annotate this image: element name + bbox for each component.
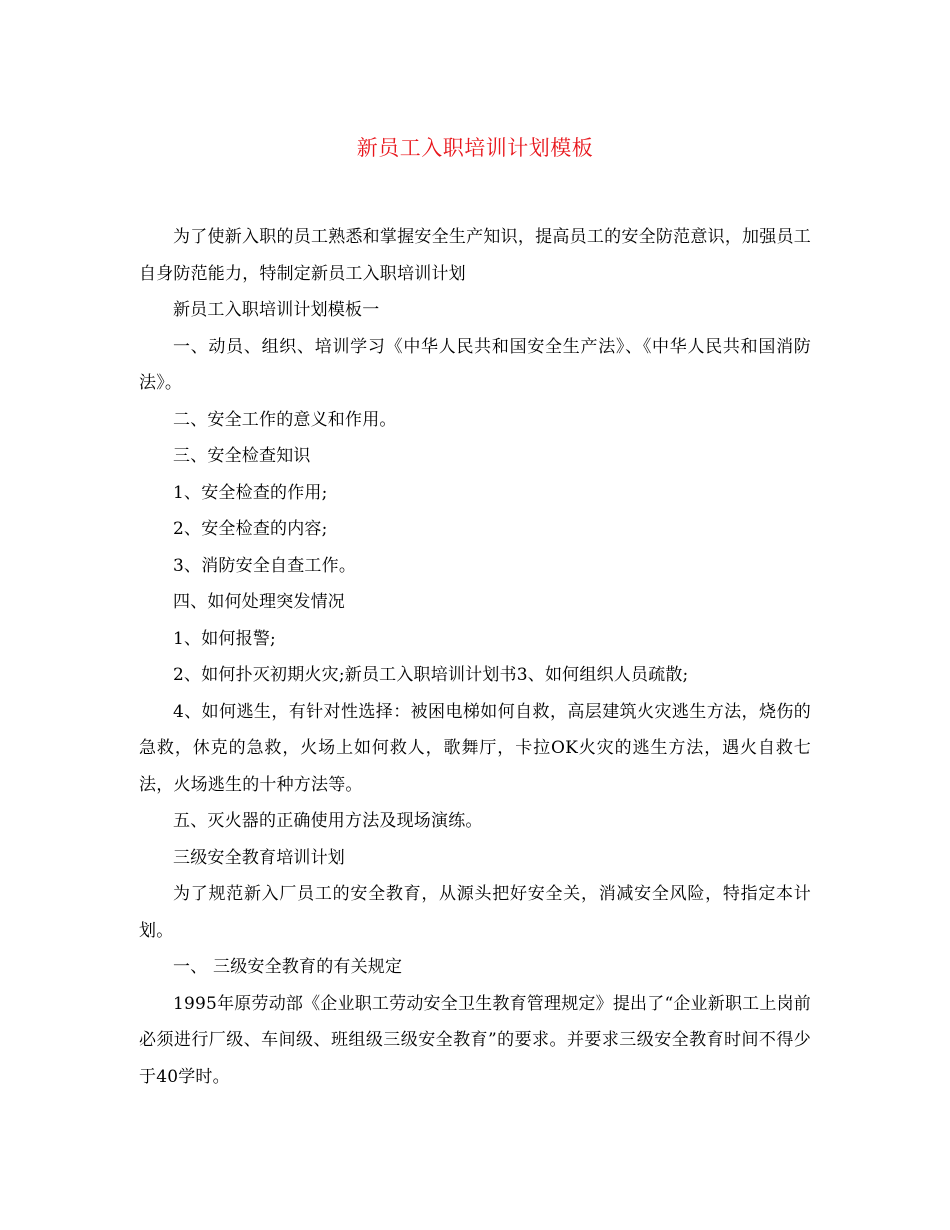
paragraph-item-4-2: 2、如何扑灭初期火灾;新员工入职培训计划书3、如何组织人员疏散;: [173, 665, 689, 685]
paragraph-section-3: 三、安全检查知识: [173, 446, 311, 466]
paragraph-template-heading: 新员工入职培训计划模板一: [173, 300, 380, 320]
paragraph-section-4: 四、如何处理突发情况: [173, 592, 345, 612]
paragraph-three-level-section-1: 一、 三级安全教育的有关规定: [173, 957, 403, 977]
paragraph-three-level-heading: 三级安全教育培训计划: [173, 847, 345, 868]
paragraph-regulation: 1995年原劳动部《企业职工劳动安全卫生教育管理规定》提出了“企业新职工上岗前必须进行厂级、车间级、班组级三级安全教育”的要求。并要求三级安全教育时间不得少于40学时。: [139, 993, 811, 1087]
document-title: 新员工入职培训计划模板: [356, 136, 594, 160]
paragraph-section-2: 二、安全工作的意义和作用。: [173, 409, 397, 430]
paragraph-item-3-1: 1、安全检查的作用;: [173, 482, 328, 503]
paragraph-three-level-intro: 为了规范新入厂员工的安全教育，从源头把好安全关，消减安全风险，特指定本计划。: [139, 884, 811, 941]
paragraph-item-4-4: 4、如何逃生，有针对性选择：被困电梯如何自救，高层建筑火灾逃生方法，烧伤的急救，休克的急救，火场上如何救人，歌舞厅，卡拉OK火灾的逃生方法，遇火自救七法，火场逃生的十种方法等。: [139, 701, 811, 795]
paragraph-intro: 为了使新入职的员工熟悉和掌握安全生产知识，提高员工的安全防范意识，加强员工自身防范能力，特制定新员工入职培训计划: [139, 227, 811, 284]
paragraph-item-3-2: 2、安全检查的内容;: [173, 519, 328, 539]
paragraph-item-4-1: 1、如何报警;: [173, 628, 276, 649]
document-body: [139, 219, 811, 1095]
paragraph-item-3-3: 3、消防安全自查工作。: [173, 555, 357, 576]
paragraph-section-1: 一、动员、组织、培训学习《中华人民共和国安全生产法》、《中华人民共和国消防法》。: [139, 336, 811, 393]
paragraph-section-5: 五、灭火器的正确使用方法及现场演练。: [173, 811, 483, 831]
